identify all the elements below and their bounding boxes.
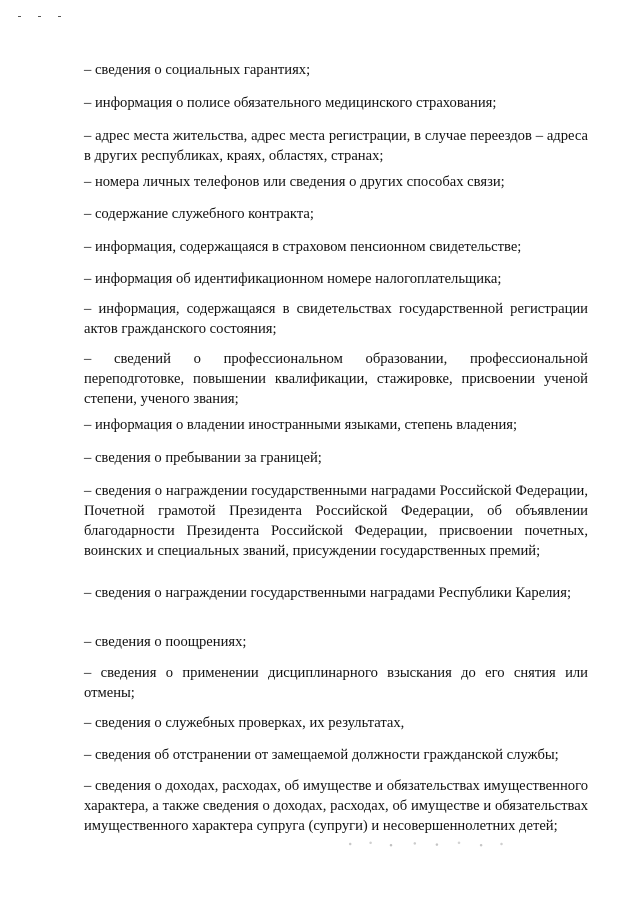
list-item: – адрес места жительства, адрес места регистрации, в случае переездов – адреса в других республиках, краях, областях, странах; (84, 128, 588, 164)
list-item: – сведения о служебных проверках, их результатах, (84, 715, 405, 731)
scan-mark (58, 16, 61, 17)
list-item: – сведений о профессиональном образовании, профессиональной переподготовке, повышении квалификации, стажировке, присвоении ученой степени, ученого звания; (84, 351, 588, 407)
list-item: – сведения о награждении государственными наградами Российской Федерации, Почетной грамотой Президента Российской Федерации, об объявлении благодарности Президента Российской Федерации, присвоении почетных, воинских и специальных званий, присуждении государственных премий; (84, 483, 588, 559)
list-item: – сведения о пребывании за границей; (84, 450, 322, 466)
list-item: – информация о полисе обязательного медицинского страхования; (84, 95, 497, 111)
list-item: – номера личных телефонов или сведения о других способах связи; (84, 174, 505, 190)
list-item: – информация, содержащаяся в свидетельствах государственной регистрации актов гражданского состояния; (84, 301, 588, 337)
list-item: – информация, содержащаяся в страховом пенсионном свидетельстве; (84, 239, 522, 255)
list-item: – сведения о награждении государственными наградами Республики Карелия; (84, 585, 572, 601)
list-item: – информация о владении иностранными языками, степень владения; (84, 417, 518, 433)
list-item: – сведения об отстранении от замещаемой должности гражданской службы; (84, 747, 559, 763)
scan-mark (18, 16, 21, 17)
scan-mark (38, 16, 41, 17)
list-item: – сведения о поощрениях; (84, 634, 247, 650)
list-item: – сведения о социальных гарантиях; (84, 62, 311, 78)
scan-smudge (340, 838, 510, 850)
list-item: – информация об идентификационном номере налогоплательщика; (84, 271, 502, 287)
list-item: – сведения о доходах, расходах, об имуществе и обязательствах имущественного характера, а также сведения о доходах, расходах, об имуществе и обязательствах имущественного характера супруга (супруги) и несовершеннолетних детей; (84, 778, 588, 834)
list-item: – содержание служебного контракта; (84, 206, 314, 222)
list-item: – сведения о применении дисциплинарного взыскания до его снятия или отмены; (84, 665, 588, 701)
